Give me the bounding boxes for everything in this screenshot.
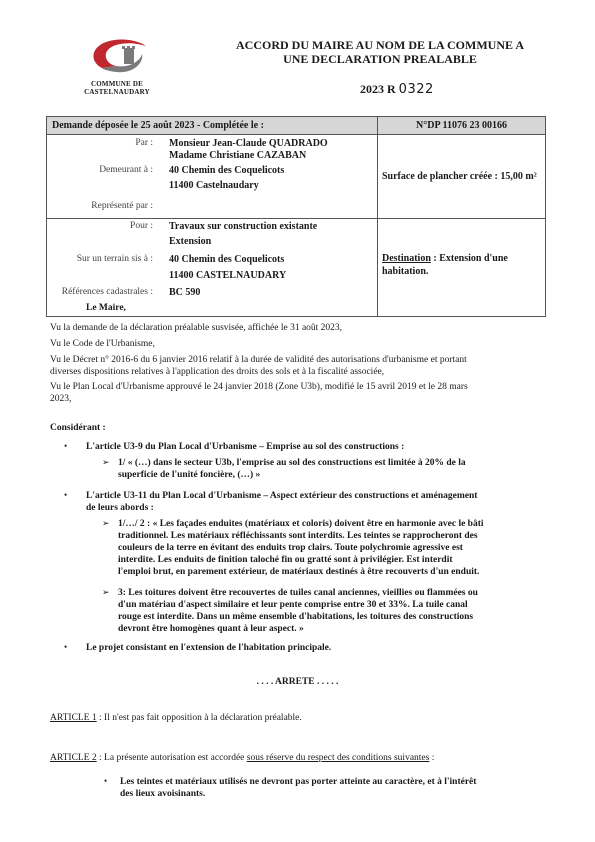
applicant-cell xyxy=(47,135,378,219)
considerant-1: L'article U3-9 du Plan Local d'Urbanisme – Emprise au sol des constructions : xyxy=(86,442,405,452)
visa-1: Vu la demande de la déclaration préalable susvisée, affichée le 31 août 2023, xyxy=(50,323,343,333)
site-1: 40 Chemin des Coquelicots xyxy=(169,254,285,265)
destination-label: Destination xyxy=(382,253,431,264)
surface-cell xyxy=(378,135,546,219)
reference-handwritten: 0322 xyxy=(398,82,434,97)
article-1 xyxy=(50,712,302,724)
title-line-2: UNE DECLARATION PREALABLE xyxy=(283,52,477,66)
destination-cell xyxy=(378,219,546,317)
article-2 xyxy=(50,752,434,764)
label-terrain: Sur un terrain sis à : xyxy=(76,254,153,264)
commune-logo xyxy=(72,32,162,98)
article-2-conditions: sous réserve du respect des conditions suivantes xyxy=(246,753,430,763)
cadastral-ref: BC 590 xyxy=(169,287,201,298)
article-2-end: : xyxy=(429,753,435,763)
reference-printed: 2023 R xyxy=(360,82,396,96)
le-maire: Le Maire, xyxy=(86,303,126,313)
visa-3a: Vu le Décret n° 2016-6 du 6 janvier 2016 relatif à la durée de validité des autorisations d'urbanisme et portant xyxy=(50,355,467,365)
visa-4a: Vu le Plan Local d'Urbanisme approuvé le 24 janvier 2018 (Zone U3b), modifié le 15 avril 2019 et le 28 mars xyxy=(50,382,468,392)
quote-2-line-5: l'emploi brut, en parement extérieur, de matériaux destinés à être recouverts d'un enduit. xyxy=(118,567,480,577)
quote-3-line-4: devront être homogènes quant à leur aspect. » xyxy=(118,624,304,634)
address-2: 11400 Castelnaudary xyxy=(169,180,259,191)
application-table xyxy=(46,116,546,317)
arrow-bullet-icon: ➢ xyxy=(102,518,110,528)
bullet-icon: • xyxy=(64,441,68,451)
label-represente: Représenté par : xyxy=(91,201,153,211)
quote-3-line-1: 3: Les toitures doivent être recouvertes de tuiles canal anciennes, vieillies ou flammées ou xyxy=(118,588,478,598)
condition-1-line-2: des lieux avoisinants. xyxy=(120,789,206,799)
label-pour: Pour : xyxy=(130,221,153,231)
considerant-heading: Considérant : xyxy=(50,423,106,433)
label-references: Références cadastrales : xyxy=(61,287,153,297)
quote-1-line-2: superficie de l'unité foncière, (…) » xyxy=(118,470,261,480)
considerant-2-line-1: L'article U3-11 du Plan Local d'Urbanisme – Aspect extérieur des constructions et aménagement xyxy=(86,491,478,501)
considerant-2-quote-2 xyxy=(118,587,548,635)
considerant-1-quote xyxy=(118,457,548,481)
article-1-label: ARTICLE 1 xyxy=(50,713,97,723)
arrow-bullet-icon: ➢ xyxy=(102,457,110,467)
arrete-heading: . . . . ARRETE . . . . . xyxy=(256,677,339,687)
quote-1-line-1: 1/ « (…) dans le secteur U3b, l'emprise au sol des constructions est limitée à 20% de la xyxy=(118,458,466,468)
considerant-3: Le projet consistant en l'extension de l'habitation principale. xyxy=(86,643,332,653)
arrete-reference xyxy=(360,82,434,97)
bullet-icon: • xyxy=(64,490,68,500)
site-2: 11400 CASTELNAUDARY xyxy=(169,270,287,281)
considerant-2-quote-1 xyxy=(118,518,548,578)
commune-name: CASTELNAUDARY xyxy=(84,88,150,96)
quote-2-line-2: traditionnel. Les matériaux réfléchissants sont interdits. Les teintes se rapprocheront des xyxy=(118,531,478,541)
label-demeurant: Demeurant à : xyxy=(99,165,153,175)
visa-3b: diverses dispositions relatives à l'application des droits des sols et à la fiscalité associée, xyxy=(50,367,385,377)
works-1: Travaux sur construction existante xyxy=(169,221,318,232)
castelnaudary-emblem-icon xyxy=(72,32,162,82)
surface-created: Surface de plancher créée : 15,00 m² xyxy=(382,171,537,182)
commune-label: COMMUNE DE xyxy=(91,80,143,88)
condition-1-line-1: Les teintes et matériaux utilisés ne devront pas porter atteinte au caractère, et à l'intérêt xyxy=(120,777,477,787)
quote-2-line-1: 1/…/ 2 : « Les façades enduites (matériaux et coloris) doivent être en harmonie avec le bâti xyxy=(118,519,484,529)
article-2-text: : La présente autorisation est accordée xyxy=(96,753,247,763)
visas-block xyxy=(50,322,550,405)
destination-value: : Extension d'une xyxy=(430,253,508,264)
arrow-bullet-icon: ➢ xyxy=(102,587,110,597)
label-par: Par : xyxy=(135,138,153,148)
quote-3-line-3: rouge est interdite. Dans un même ensemble d'habitations, les toitures des constructions xyxy=(118,612,474,622)
condition-1 xyxy=(120,776,550,800)
deposit-date: Demande déposée le 25 août 2023 - Complétée le : xyxy=(47,117,378,135)
visa-2: Vu le Code de l'Urbanisme, xyxy=(50,339,155,349)
works-2: Extension xyxy=(169,236,212,247)
bullet-icon: • xyxy=(104,776,108,786)
applicant-2: Madame Christiane CAZABAN xyxy=(169,150,307,161)
quote-3-line-2: d'un matériau d'aspect similaire et leur pente comprise entre 30 et 33%. La tuile canal xyxy=(118,600,468,610)
considerant-2 xyxy=(86,490,548,514)
article-2-label: ARTICLE 2 xyxy=(50,753,97,763)
bullet-icon: • xyxy=(64,642,68,652)
address-1: 40 Chemin des Coquelicots xyxy=(169,165,285,176)
destination-value-2: habitation. xyxy=(382,266,429,277)
quote-2-line-3: couleurs de la terre en évitant des enduits trop clairs. Toute polychromie agressive est xyxy=(118,543,463,553)
quote-2-line-4: interdite. Les enduits de finition taloché fin ou gratté sont à privilégier. Est interdit xyxy=(118,555,453,565)
document-title xyxy=(210,38,550,66)
visa-4b: 2023, xyxy=(50,394,72,404)
dossier-number: N°DP 11076 23 00166 xyxy=(378,117,546,135)
destination xyxy=(382,252,508,278)
applicant-1: Monsieur Jean-Claude QUADRADO xyxy=(169,138,328,149)
considerant-2-line-2: de leurs abords : xyxy=(86,503,154,513)
article-1-text: : Il n'est pas fait opposition à la déclaration préalable. xyxy=(96,713,302,723)
title-line-1: ACCORD DU MAIRE AU NOM DE LA COMMUNE A xyxy=(236,38,524,52)
